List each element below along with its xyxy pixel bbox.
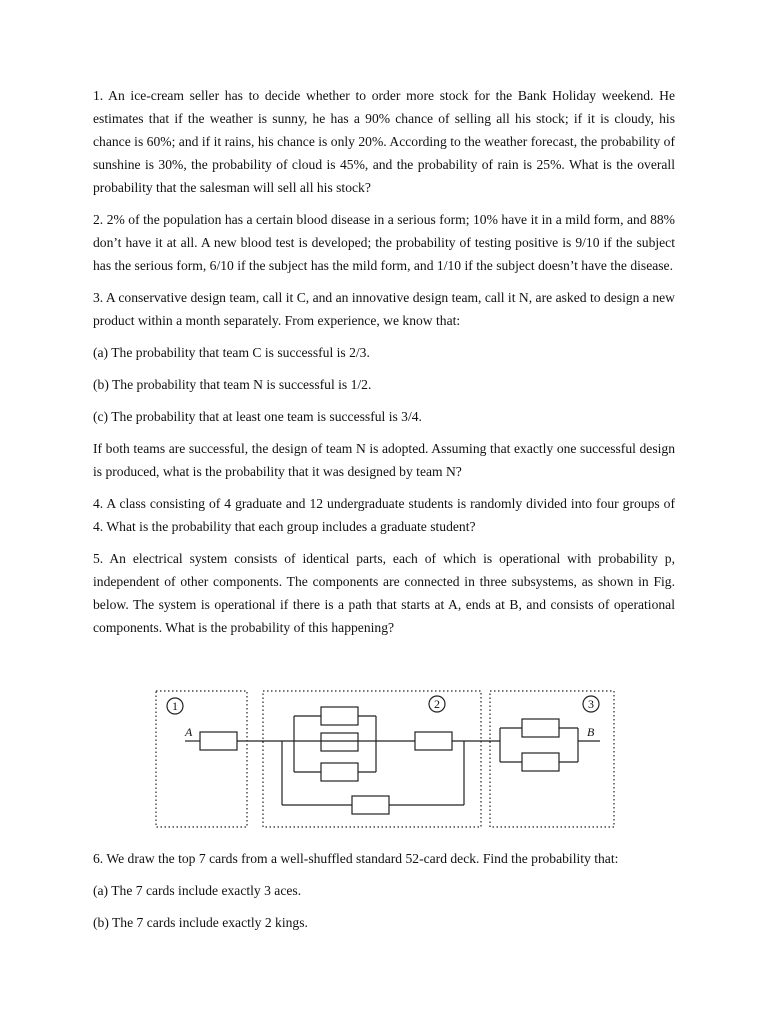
- component-3-bottom: [522, 753, 559, 771]
- subsystem-2-label: 2: [434, 697, 440, 711]
- component-bypass: [352, 796, 389, 814]
- problem-3-intro: 3. A conservative design team, call it C, and an innovative design team, call it N, are asked to design a new product within a month separately. From experience, we know that:: [93, 290, 675, 328]
- problem-3-question: If both teams are successful, the design of team N is adopted. Assuming that exactly one successful design is produced, what is the probability that it was designed by team N?: [93, 441, 675, 479]
- terminal-B-label: B: [587, 725, 595, 739]
- problem-3-c: (c) The probability that at least one team is successful is 3/4.: [93, 409, 422, 424]
- subsystem-2-box: [263, 691, 481, 827]
- component-parallel-middle: [321, 733, 358, 751]
- problem-sheet: [93, 84, 675, 648]
- circuit-diagram: [150, 684, 618, 832]
- component-A: [200, 732, 237, 750]
- problem-6-b: (b) The 7 cards include exactly 2 kings.: [93, 915, 308, 930]
- problem-3-b: (b) The probability that team N is successful is 1/2.: [93, 377, 372, 392]
- component-parallel-bottom: [321, 763, 358, 781]
- subsystem-3-box: [490, 691, 614, 827]
- terminal-A-label: A: [185, 725, 193, 739]
- component-series-2: [415, 732, 452, 750]
- problem-4: 4. A class consisting of 4 graduate and 12 undergraduate students is randomly divided into four groups of 4. What is the probability that each group includes a graduate student?: [93, 496, 675, 534]
- component-3-top: [522, 719, 559, 737]
- problem-6-intro: 6. We draw the top 7 cards from a well-shuffled standard 52-card deck. Find the probability that:: [93, 851, 619, 866]
- problem-2: 2. 2% of the population has a certain blood disease in a serious form; 10% have it in a mild form, and 88% don’t have it at all. A new blood test is developed; the probability of testing positive is 9/10 if the subject has the serious form, 6/10 if the subject has the mild form, and 1/10 if the subject doesn’t have the disease.: [93, 212, 675, 273]
- subsystem-1-label: 1: [172, 699, 178, 713]
- problem-5: 5. An electrical system consists of identical parts, each of which is operational with probability p, independent of other components. The components are connected in three subsystems, as shown in Fig. below. The system is operational if there is a path that starts at A, ends at B, and consists of operational components. What is the probability of this happening?: [93, 551, 675, 635]
- problem-3-a: (a) The probability that team C is successful is 2/3.: [93, 345, 370, 360]
- problem-1: 1. An ice-cream seller has to decide whether to order more stock for the Bank Holiday weekend. He estimates that if the weather is sunny, he has a 90% chance of selling all his stock; if it is cloudy, his chance is 60%; and if it rains, his chance is only 20%. According to the weather forecast, the probability of sunshine is 30%, the probability of cloud is 45%, and the probability of rain is 25%. What is the overall probability that the salesman will sell all his stock?: [93, 88, 675, 195]
- problem-6-a: (a) The 7 cards include exactly 3 aces.: [93, 883, 302, 898]
- component-parallel-top: [321, 707, 358, 725]
- subsystem-3-label: 3: [588, 697, 594, 711]
- problem-6-block: [93, 847, 675, 943]
